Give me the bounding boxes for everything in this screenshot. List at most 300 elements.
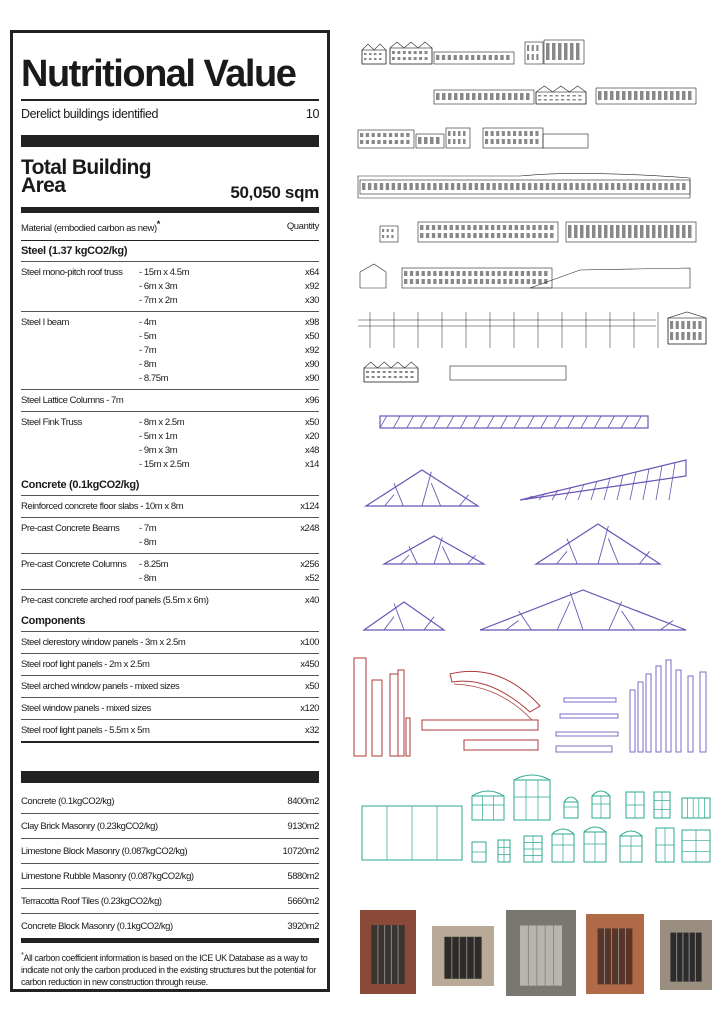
nutrition-label-panel — [10, 30, 330, 992]
window-mark — [564, 43, 568, 60]
window-mark — [567, 95, 570, 97]
item-quantity — [279, 536, 319, 550]
item-quantity: x92 — [305, 281, 319, 292]
window-mark — [420, 225, 423, 230]
item-sizes — [139, 522, 279, 550]
window-mark — [427, 183, 430, 190]
window-mark — [573, 95, 576, 97]
masonry-value: 5880m2 — [287, 870, 319, 882]
window-mark — [550, 225, 553, 230]
window-mark — [628, 225, 632, 238]
truss-member — [591, 481, 597, 500]
window-mark — [497, 279, 500, 284]
concrete-column-icon — [354, 658, 366, 756]
window-mark — [492, 279, 495, 284]
window-mark — [552, 43, 556, 60]
item-quantity: x50 — [305, 417, 319, 428]
window-mark — [414, 57, 417, 60]
window-icon — [620, 831, 642, 836]
window-mark — [451, 271, 454, 276]
window-mark — [503, 279, 506, 284]
window-mark — [374, 53, 377, 55]
window-mark — [670, 332, 673, 340]
truss-member — [557, 551, 567, 564]
window-mark — [502, 131, 505, 136]
window-mark — [658, 183, 661, 190]
item-quantity: x120 — [300, 703, 319, 714]
truss-member — [609, 602, 622, 631]
window-mark — [420, 233, 423, 238]
list-item — [21, 261, 319, 311]
window-mark — [587, 183, 590, 190]
window-mark — [646, 91, 650, 100]
window-mark — [442, 55, 445, 60]
window-mark — [490, 93, 494, 100]
window-mark — [377, 376, 380, 378]
window-mark — [463, 183, 466, 190]
window-mark — [658, 225, 662, 238]
area-label: Total Building Area — [21, 156, 152, 197]
window-mark — [432, 225, 435, 230]
list-item — [21, 675, 319, 697]
derelict-label: Derelict buildings identified — [21, 107, 159, 121]
footnote: *All carbon coefficient information is based on the ICE UK Database as a way to indicate not only the carbon produced in the existing structures but the potential for carbon reduction in new construction through reuse. — [21, 950, 316, 987]
arched-panel-icon — [450, 671, 540, 712]
window-mark — [503, 271, 506, 276]
item-quantities — [279, 680, 319, 694]
window-mark — [530, 139, 533, 144]
window-mark — [458, 139, 461, 144]
window-mark — [392, 51, 395, 54]
window-mark — [670, 321, 673, 329]
truss-member — [394, 603, 404, 630]
window-mark — [397, 57, 400, 60]
window-mark — [392, 183, 395, 190]
window-mark — [521, 225, 524, 230]
window-mark — [676, 321, 679, 329]
window-mark — [544, 99, 547, 101]
window-mark — [681, 321, 684, 329]
item-quantity: x90 — [305, 359, 319, 370]
window-mark — [404, 271, 407, 276]
window-mark — [486, 271, 489, 276]
area-value: 50,050 sqm — [230, 183, 319, 202]
window-mark — [395, 133, 398, 137]
building-facade — [536, 92, 586, 104]
masonry-name: Clay Brick Masonry (0.23kgCO2/kg) — [21, 820, 158, 832]
window-mark — [369, 53, 372, 55]
truss-icon — [536, 524, 660, 564]
window-mark — [484, 93, 488, 100]
window-mark — [473, 225, 476, 230]
window-mark — [451, 183, 454, 190]
window-mark — [574, 225, 578, 238]
window-mark — [515, 225, 518, 230]
window-mark — [479, 233, 482, 238]
window-mark — [442, 93, 446, 100]
item-sizes — [139, 558, 279, 586]
building-elevation-icon — [530, 268, 690, 288]
window-mark — [507, 131, 510, 136]
window-mark — [436, 55, 439, 60]
item-size: - 8m — [139, 359, 157, 370]
window-mark — [519, 139, 522, 144]
item-quantity: x50 — [305, 681, 319, 692]
window-mark — [682, 225, 686, 238]
item-name: Pre-cast concrete arched roof panels (5.5m x 6m) — [21, 595, 209, 606]
window-mark — [658, 91, 662, 100]
truss-member — [669, 463, 675, 500]
truss-member — [384, 617, 394, 630]
window-mark — [409, 183, 412, 190]
window-mark — [389, 133, 392, 137]
window-mark — [480, 271, 483, 276]
window-mark — [611, 183, 614, 190]
photo-opening — [444, 937, 481, 979]
divider-bar — [21, 771, 319, 783]
window-mark — [377, 371, 380, 373]
window-mark — [515, 233, 518, 238]
window-mark — [538, 225, 541, 230]
window-mark — [382, 235, 384, 238]
truss-member — [407, 416, 414, 428]
window-mark — [688, 91, 692, 100]
window-mark — [486, 279, 489, 284]
window-mark — [492, 271, 495, 276]
window-mark — [408, 51, 411, 54]
building-elevation-icon — [450, 366, 566, 380]
window-mark — [532, 54, 534, 60]
truss-member — [422, 472, 431, 506]
masonry-table — [21, 789, 319, 938]
item-quantity: x90 — [305, 373, 319, 384]
window-mark — [509, 225, 512, 230]
table-row — [21, 913, 319, 938]
window-mark — [515, 279, 518, 284]
window-mark — [453, 131, 456, 136]
window-mark — [616, 225, 620, 238]
window-mark — [578, 99, 581, 101]
window-mark — [416, 271, 419, 276]
truss-member — [401, 555, 409, 564]
window-mark — [379, 58, 382, 60]
truss-member — [622, 611, 635, 630]
window-mark — [604, 91, 608, 100]
window-mark — [425, 57, 428, 60]
window-mark — [477, 55, 480, 60]
window-mark — [693, 332, 696, 340]
truss-icon — [364, 602, 444, 630]
window-mark — [366, 140, 369, 144]
steel-beam-icon — [556, 732, 618, 736]
window-mark — [438, 225, 441, 230]
window-mark — [397, 51, 400, 54]
window-mark — [526, 93, 530, 100]
truss-member — [594, 416, 601, 428]
item-quantities — [279, 658, 319, 672]
window-mark — [364, 58, 367, 60]
item-sizes — [139, 316, 279, 386]
window-mark — [546, 43, 550, 60]
window-mark — [462, 271, 465, 276]
truss-member — [617, 475, 623, 500]
window-mark — [468, 279, 471, 284]
window-mark — [444, 225, 447, 230]
window-mark — [540, 183, 543, 190]
window-mark — [368, 183, 371, 190]
item-name: Steel roof light panels - 2m x 2.5m — [21, 659, 150, 670]
window-mark — [552, 183, 555, 190]
concrete-column-icon — [406, 718, 410, 756]
window-mark — [404, 279, 407, 284]
window-mark — [641, 183, 644, 190]
window-mark — [586, 225, 590, 238]
item-name: Steel window panels - mixed sizes — [21, 703, 151, 714]
window-mark — [544, 225, 547, 230]
concrete-column-icon — [390, 674, 398, 756]
footnote-mark: * — [156, 218, 160, 229]
window-mark — [427, 279, 430, 284]
item-name: Steel mono-pitch roof truss — [21, 267, 123, 278]
window-mark — [509, 271, 512, 276]
window-mark — [419, 51, 422, 54]
window-mark — [445, 279, 448, 284]
truss-member — [434, 416, 441, 428]
window-mark — [426, 233, 429, 238]
item-quantities — [279, 594, 319, 608]
window-mark — [436, 93, 440, 100]
steel-column-icon — [688, 676, 693, 752]
window-mark — [454, 55, 457, 60]
window-mark — [473, 233, 476, 238]
truss-member — [598, 526, 608, 564]
truss-member — [630, 472, 636, 500]
building-facade — [362, 50, 386, 64]
window-mark — [448, 139, 451, 144]
window-mark — [377, 133, 380, 137]
window-mark — [550, 233, 553, 238]
building-elevation-icon — [360, 264, 386, 288]
window-mark — [538, 233, 541, 238]
divider — [21, 741, 319, 743]
building-elevation-icon — [380, 226, 398, 242]
window-mark — [485, 131, 488, 136]
window-mark — [509, 279, 512, 284]
window-mark — [491, 233, 494, 238]
truss-member — [554, 416, 561, 428]
item-quantity: x48 — [305, 445, 319, 456]
window-mark — [570, 43, 574, 60]
window-mark — [405, 376, 408, 378]
window-mark — [483, 55, 486, 60]
window-mark — [522, 183, 525, 190]
window-mark — [459, 55, 462, 60]
window-mark — [410, 271, 413, 276]
window-mark — [360, 133, 363, 137]
item-quantity: x98 — [305, 317, 319, 328]
window-icon — [564, 797, 578, 802]
window-mark — [386, 183, 389, 190]
window-mark — [629, 183, 632, 190]
window-icon — [564, 802, 578, 818]
window-mark — [550, 95, 553, 97]
window-mark — [421, 183, 424, 190]
steel-column-icon — [656, 666, 661, 752]
window-mark — [400, 133, 403, 137]
material-header-row — [21, 213, 319, 240]
truss-icon — [366, 470, 478, 506]
window-mark — [432, 233, 435, 238]
truss-member — [424, 617, 434, 630]
window-mark — [538, 271, 541, 276]
masonry-name: Concrete (0.1kgCO2/kg) — [21, 795, 115, 807]
window-mark — [369, 58, 372, 60]
item-quantities — [279, 636, 319, 650]
window-mark — [400, 140, 403, 144]
window-mark — [394, 376, 397, 378]
photo-opening — [371, 925, 405, 984]
window-mark — [521, 279, 524, 284]
truss-member — [527, 416, 534, 428]
window-mark — [527, 271, 530, 276]
window-mark — [698, 332, 701, 340]
window-mark — [453, 139, 456, 144]
window-mark — [399, 371, 402, 373]
window-mark — [422, 271, 425, 276]
window-mark — [419, 57, 422, 60]
window-mark — [693, 321, 696, 329]
masonry-value: 5660m2 — [287, 895, 319, 907]
window-mark — [676, 332, 679, 340]
window-mark — [681, 332, 684, 340]
section-title: Concrete (0.1kgCO2/kg) — [21, 479, 140, 491]
window-mark — [532, 45, 534, 51]
truss-icon — [480, 590, 686, 630]
item-size: - 7m x 2m — [139, 295, 178, 306]
window-mark — [569, 183, 572, 190]
item-name: Pre-cast Concrete Beams — [21, 523, 120, 534]
item-quantity: x30 — [305, 295, 319, 306]
window-icon — [682, 798, 710, 818]
item-size: - 5m x 1m — [139, 431, 178, 442]
item-size: - 9m x 3m — [139, 445, 178, 456]
window-mark — [457, 271, 460, 276]
window-mark — [509, 233, 512, 238]
item-name: Steel clerestory window panels - 3m x 2.5m — [21, 637, 186, 648]
sections — [21, 241, 319, 741]
window-mark — [494, 55, 497, 60]
window-mark — [623, 183, 626, 190]
list-item — [21, 631, 319, 653]
masonry-value: 10720m2 — [282, 845, 319, 857]
item-sizes — [139, 416, 279, 472]
item-size: - 7m — [139, 345, 157, 356]
window-mark — [450, 233, 453, 238]
truss-icon — [520, 460, 686, 500]
window-mark — [558, 183, 561, 190]
masonry-name: Limestone Block Masonry (0.087kgCO2/kg) — [21, 845, 188, 857]
window-mark — [461, 225, 464, 230]
window-mark — [383, 371, 386, 373]
truss-member — [621, 416, 628, 428]
window-mark — [389, 140, 392, 144]
item-size: - 8m — [139, 573, 157, 584]
item-quantity: x256 — [300, 559, 319, 570]
window-mark — [521, 271, 524, 276]
window-mark — [492, 183, 495, 190]
window-mark — [640, 225, 644, 238]
concrete-beam-icon — [422, 720, 538, 730]
window-mark — [391, 235, 393, 238]
window-mark — [415, 183, 418, 190]
building-elevation-icon — [358, 130, 414, 148]
item-size: - 5m — [139, 331, 157, 342]
steel-column-icon — [646, 674, 651, 752]
truss-member — [519, 611, 532, 630]
item-size: - 4m — [139, 317, 157, 328]
list-item — [21, 719, 319, 741]
item-quantities — [279, 394, 319, 408]
window-mark — [521, 233, 524, 238]
page-title: Nutritional Value — [21, 53, 296, 95]
window-mark — [458, 131, 461, 136]
window-mark — [426, 225, 429, 230]
window-mark — [578, 95, 581, 97]
window-mark — [366, 376, 369, 378]
window-mark — [676, 183, 679, 190]
window-icon — [514, 780, 550, 820]
window-mark — [635, 183, 638, 190]
window-mark — [546, 183, 549, 190]
window-mark — [405, 371, 408, 373]
list-item — [21, 311, 319, 389]
window-mark — [604, 225, 608, 238]
item-size: - 8m — [139, 537, 157, 548]
item-size: - 8.75m — [139, 373, 169, 384]
window-mark — [503, 233, 506, 238]
truss-member — [541, 416, 548, 428]
window-mark — [467, 225, 470, 230]
window-mark — [502, 139, 505, 144]
window-mark — [544, 95, 547, 97]
window-mark — [382, 229, 384, 232]
window-mark — [457, 279, 460, 284]
window-mark — [544, 233, 547, 238]
window-mark — [403, 57, 406, 60]
window-mark — [676, 91, 680, 100]
window-mark — [622, 225, 626, 238]
window-mark — [439, 279, 442, 284]
truss-icon — [384, 536, 484, 564]
building-facade — [390, 48, 432, 64]
item-size: - 15m x 4.5m — [139, 267, 190, 278]
item-quantity: x124 — [300, 501, 319, 512]
window-mark — [634, 91, 638, 100]
concrete-column-icon — [398, 670, 404, 756]
window-mark — [463, 131, 466, 136]
window-mark — [399, 376, 402, 378]
truss-member — [447, 416, 454, 428]
window-mark — [561, 95, 564, 97]
window-mark — [406, 133, 409, 137]
item-quantities — [279, 416, 319, 472]
truss-member — [380, 416, 387, 428]
window-mark — [438, 233, 441, 238]
photo-opening — [520, 925, 562, 985]
divider — [21, 99, 319, 101]
window-mark — [617, 183, 620, 190]
truss-member — [385, 495, 394, 506]
